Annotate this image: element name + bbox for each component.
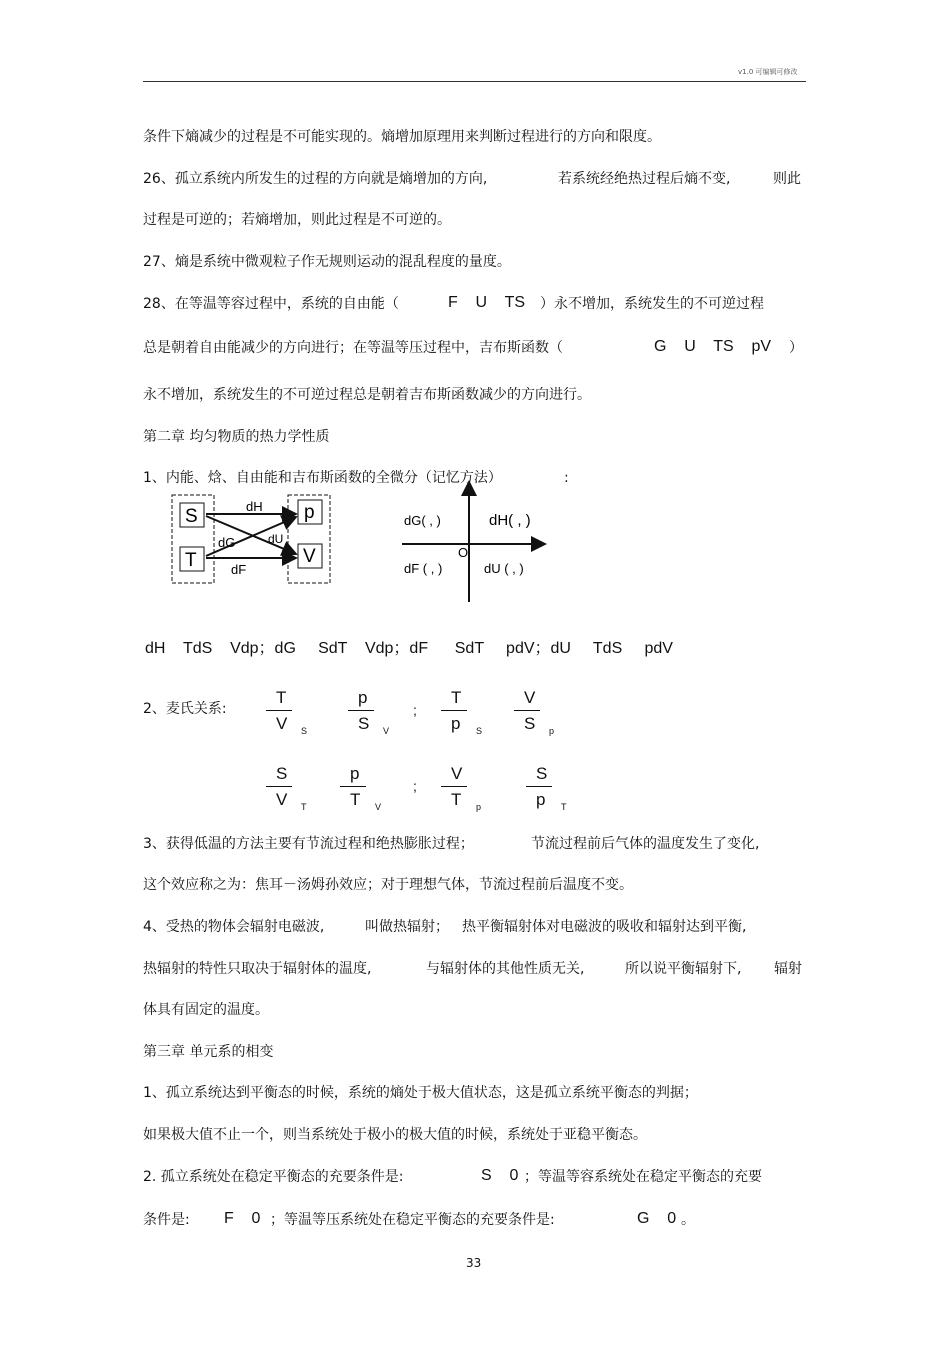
fraction-bar [441,786,467,787]
fraction-denominator: S [524,714,536,733]
fraction-denominator: p [451,714,461,733]
label-du: dU [268,532,284,546]
fraction-numerator: S [536,764,548,783]
quadrant-df: dF ( , ) [404,561,443,576]
chapter-heading: 第三章 单元系的相变 [143,1044,274,1060]
label-dg: dG [218,535,236,550]
differential-forms: dH TdS Vdp；dG SdT Vdp；dF SdT pdV；dU TdS pdV [145,640,673,657]
maxwell-label: 2、麦氏关系: [143,701,227,717]
fraction-denominator: V [276,714,288,733]
relation-separator: ; [413,702,417,718]
text-segment: 总是朝着自由能减少的方向进行；在等温等压过程中，吉布斯函数（ [143,340,563,356]
label-v: V [303,546,316,567]
text-segment: ）永不增加，系统发生的不可逆过程 [540,296,764,312]
fraction-bar [441,710,467,711]
text-line: 过程是可逆的；若熵增加，则此过程是不可逆的。 [143,212,451,228]
text-segment: 28、在等温等容过程中，系统的自由能（ [143,296,399,312]
label-s: S [185,506,198,527]
fraction-bar [266,710,292,711]
formula: F U TS [448,294,526,311]
fraction-denominator: V [276,790,288,809]
fraction-denominator: p [536,790,546,809]
text-line [143,170,487,188]
text-segment: ；等温等压系统处在稳定平衡态的充要条件是: [270,1212,555,1228]
text-segment: 热平衡辐射体对电磁波的吸收和辐射达到平衡, [462,919,747,935]
fraction-bar [348,710,374,711]
text-segment: : [564,470,569,486]
text-segment: 热辐射的特性只取决于辐射体的温度, [143,961,372,977]
header-rule [143,81,806,82]
fraction-bar [526,786,552,787]
text-segment: 。 [681,1212,695,1228]
text-line: 体具有固定的温度。 [143,1002,269,1018]
fraction-numerator: T [276,688,287,707]
text-line: 27、熵是系统中微观粒子作无规则运动的混乱程度的量度。 [143,254,511,270]
fraction-subscript: p [476,802,482,812]
text-line: 这个效应称之为：焦耳－汤姆孙效应；对于理想气体，节流过程前后温度不变。 [143,877,633,893]
text-segment: ） [789,340,803,356]
text-segment: 1、内能、焓、自由能和吉布斯函数的全微分（记忆方法） [143,470,502,486]
text-segment: 条件是: [143,1212,190,1228]
text-segment: 4、受热的物体会辐射电磁波, [143,919,325,935]
fraction-subscript: S [476,726,483,736]
fraction-subscript: V [375,802,382,812]
text-segment: 与辐射体的其他性质无关, [426,961,585,977]
label-t: T [185,550,197,571]
fraction-denominator: T [451,790,462,809]
header-version: v1.0 可编辑可修改 [738,68,798,76]
text-line: 如果极大值不止一个，则当系统处于极小的极大值的时候，系统处于亚稳平衡态。 [143,1127,647,1143]
fraction-bar [266,786,292,787]
fraction-subscript: V [383,726,390,736]
text-segment: 叫做热辐射； [365,919,449,935]
fraction-numerator: V [524,688,536,707]
chapter-heading: 第二章 均匀物质的热力学性质 [143,429,330,445]
text-segment: 2. 孤立系统处在稳定平衡态的充要条件是: [143,1169,404,1185]
formula: G U TS pV [654,338,772,355]
fraction-denominator: S [358,714,370,733]
formula: S 0 [481,1167,519,1184]
fraction-denominator: T [350,790,361,809]
label-dh: dH [246,499,263,514]
text-line: 1、孤立系统达到平衡态的时候，系统的熵处于极大值状态，这是孤立系统平衡态的判据； [143,1085,698,1101]
formula: G 0 [637,1210,677,1227]
origin-label: O [458,545,469,560]
fraction-subscript: T [301,802,307,812]
quadrant-du: dU ( , ) [484,561,524,576]
fraction-numerator: p [350,764,360,783]
text-segment: 26、孤立系统内所发生的过程的方向就是熵增加的方向, [143,171,488,187]
formula: F 0 [224,1210,261,1227]
text-segment: 所以说平衡辐射下, [625,961,742,977]
fraction-bar [514,710,540,711]
fraction-numerator: V [451,764,463,783]
label-p: p [304,502,315,523]
label-df: dF [231,562,247,577]
fraction-subscript: T [561,802,567,812]
text-segment: 则此 [773,171,801,187]
text-segment: 节流过程前后气体的温度发生了变化, [531,836,760,852]
fraction-numerator: p [358,688,368,707]
quadrant-diagram [398,478,550,606]
relation-separator: ; [413,778,417,794]
mnemonic-diagram [168,490,338,588]
fraction-subscript: S [301,726,308,736]
text-line: 永不增加，系统发生的不可逆过程总是朝着吉布斯函数减少的方向进行。 [143,387,591,403]
text-segment: ；等温等容系统处在稳定平衡态的充要 [524,1169,762,1185]
fraction-bar [340,786,366,787]
quadrant-dg: dG( , ) [404,513,441,528]
text-line: 条件下熵减少的过程是不可能实现的。熵增加原理用来判断过程进行的方向和限度。 [143,129,661,145]
fraction-numerator: T [451,688,462,707]
fraction-numerator: S [276,764,288,783]
fraction-subscript: p [549,726,555,736]
text-segment: 辐射 [774,961,802,977]
text-segment: 3、获得低温的方法主要有节流过程和绝热膨胀过程； [143,836,474,852]
quadrant-dh: dH( , ) [489,512,531,529]
text-segment: 若系统经绝热过程后熵不变, [558,171,731,187]
page-number: 33 [466,1256,482,1270]
